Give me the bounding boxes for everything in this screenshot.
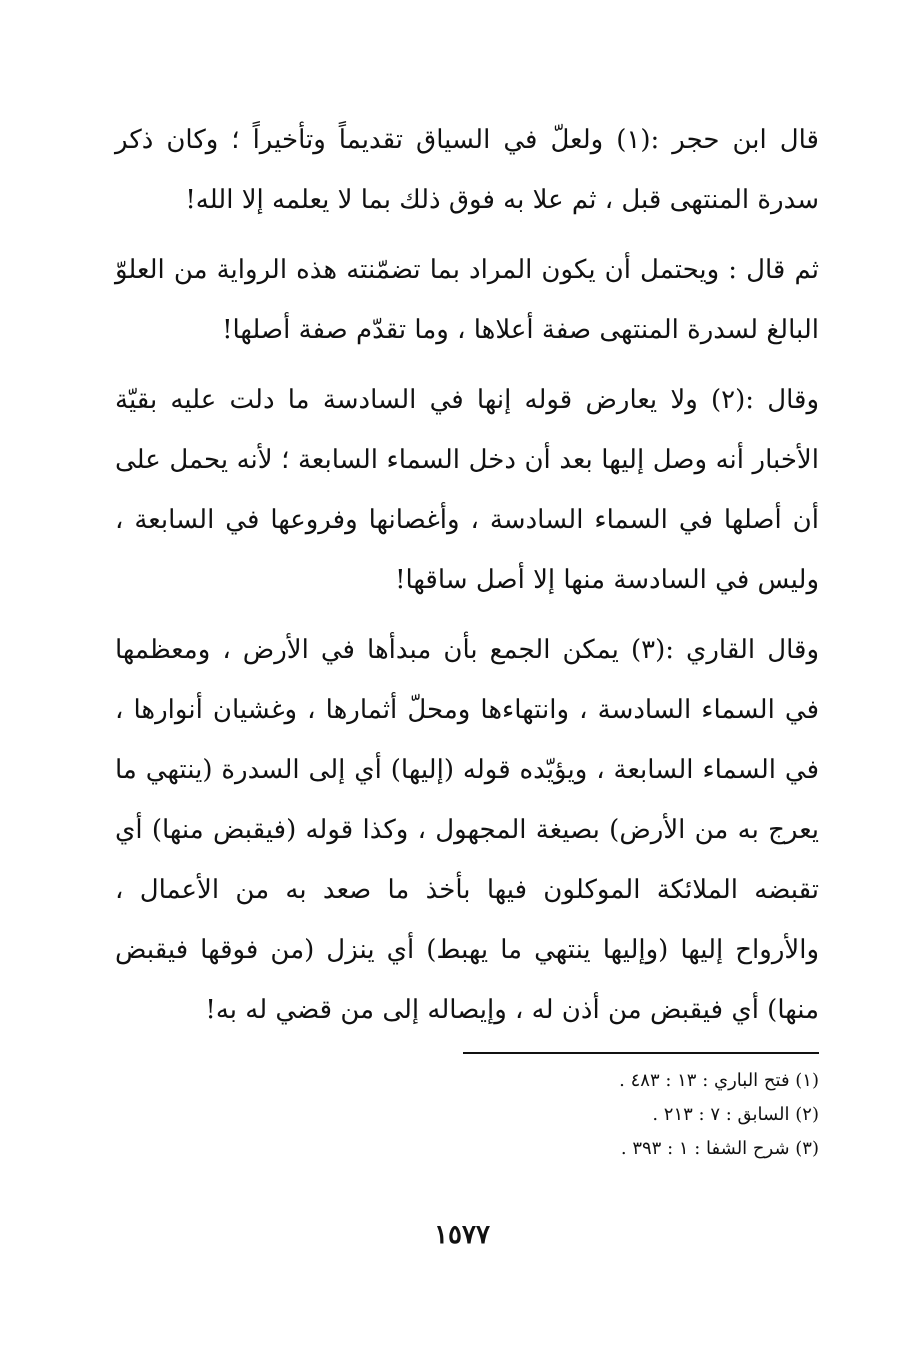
footnote-divider [463,1052,819,1054]
paragraph-al-qari: وقال القاري :(٣) يمكن الجمع بأن مبدأها في الأرض ، ومعظمها في السماء السادسة ، وانتهاءها ومحلّ أثمارها ، وغشيان أنوارها ، في السماء السابعة ، ويؤيّده قوله (إليها) أي إلى السدرة (ينتهي ما يعرج به من الأرض) بصيغة المجهول ، وكذا قوله (فيقبض منها) أي تقبضه الملائكة الموكلون فيها بأخذ ما صعد به من الأعمال ، والأرواح إليها (وإليها ينتهي ما يهبط) أي ينزل (من فوقها فيقبض منها) أي فيقبض من أذن له ، وإيصاله إلى من قضي له به! [115,635,820,1025]
paragraph-and-said: وقال :(٢) ولا يعارض قوله إنها في السادسة ما دلت عليه بقيّة الأخبار أنه وصل إليها بعد أن دخل السماء السابعة ؛ لأنه يحمل على أن أصلها في السماء السادسة ، وأغصانها وفروعها في السابعة ، وليس في السادسة منها إلا أصل ساقها! [115,385,819,595]
footnote-1: (١) فتح الباري : ١٣ : ٤٨٣ . [619,1070,819,1091]
footnotes [463,1064,819,1166]
footnote-2: (٢) السابق : ٧ : ٢١٣ . [652,1104,819,1125]
page-number: ١٥٧٧ [434,1220,490,1250]
footnote-3: (٣) شرح الشفا : ١ : ٣٩٣ . [620,1138,819,1159]
main-text [115,110,819,1050]
paragraph-ibn-hajar: قال ابن حجر :(١) ولعلّ في السياق تقديماً وتأخيراً ؛ وكان ذكر سدرة المنتهى قبل ، ثم علا به فوق ذلك بما لا يعلمه إلا الله! [115,125,819,215]
paragraph-then-said: ثم قال : ويحتمل أن يكون المراد بما تضمّنته هذه الرواية من العلوّ البالغ لسدرة المنتهى صفة أعلاها ، وما تقدّم صفة أصلها! [115,255,819,345]
